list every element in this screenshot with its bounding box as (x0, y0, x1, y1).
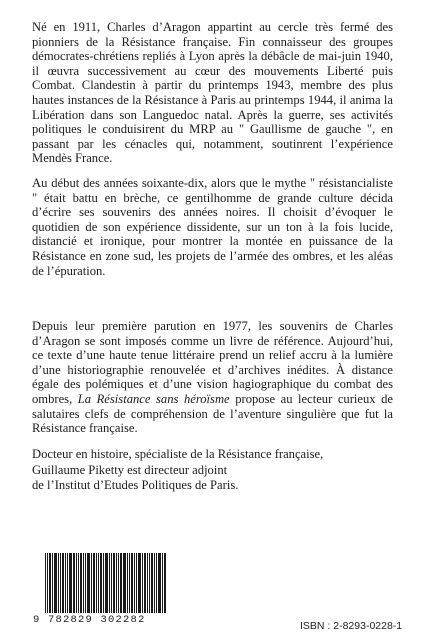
barcode-stripe (142, 553, 143, 613)
barcode-stripe (109, 553, 110, 613)
barcode-bars (33, 553, 218, 613)
barcode-stripe (49, 553, 51, 613)
barcode-stripe (45, 553, 46, 613)
barcode-stripe (60, 553, 61, 613)
barcode-stripe (154, 553, 155, 613)
barcode-stripe (118, 553, 119, 613)
barcode-stripe (76, 553, 77, 613)
barcode-stripe (98, 553, 99, 613)
barcode-stripe (91, 553, 92, 613)
barcode-stripe (65, 553, 66, 613)
barcode-stripe (162, 553, 163, 613)
description-text-end: propose au lecteur curieux de salutaires clefs de compréhension de l’aventure singulière que fut la Résistance française. (32, 391, 394, 436)
barcode-digits: 9 782829 302282 (33, 614, 146, 626)
editor-bio-line: Guillaume Piketty est directeur adjoint (32, 462, 228, 477)
description-text-start: Depuis leur première parution en 1977, les souvenirs de Charles d’Aragon se sont imposés comme un livre de référence. Aujourd’hui, ce texte d’une haute tenue littéraire prend un relief accru à la lumière d’une historiographie renouvelée et d’archives inédites. À distance égale des polémiques et d’une vision hagiographique du combat des ombres, (32, 319, 393, 406)
barcode-stripe (54, 553, 57, 613)
barcode-stripe (62, 553, 64, 613)
barcode-stripe (144, 553, 146, 613)
barcode-stripe (80, 553, 82, 613)
barcode-stripe (123, 553, 126, 613)
barcode-stripe (151, 553, 153, 613)
barcode-stripe (105, 553, 108, 613)
barcode-stripe (103, 553, 104, 613)
barcode-stripe (87, 553, 90, 613)
barcode-stripe (127, 553, 128, 613)
editor-bio-paragraph (32, 447, 393, 494)
barcode-stripe (100, 553, 102, 613)
book-title: La Résistance sans héroïsme (77, 391, 230, 406)
barcode-stripe (138, 553, 141, 613)
barcode-stripe (96, 553, 97, 613)
barcode-stripe (158, 553, 161, 613)
author-bio-paragraph: Né en 1911, Charles d’Aragon appartint au cercle très fermé des pionniers de la Résistance française. Fin connaisseur des groupes démocrates-chrétiens repliés à Lyon après la débâcle de mai-juin 1940, il œuvra successivement au cœur des mouvements Liberté puis Combat. Clandestin à partir du printemps 1943, membre des plus hautes instances de la Résistance à Paris au printemps 1944, il anima la Libération dans son Languedoc natal. Après la guerre, ses activités politiques le conduisirent du MRP au " Gaullisme de gauche ", en passant par les cénacles qui, notamment, soutinrent l’expérience Mendès France. (32, 20, 393, 166)
barcode-stripe (47, 553, 48, 613)
barcode-stripe (116, 553, 117, 613)
barcode-stripe (73, 553, 75, 613)
barcode-stripe (93, 553, 95, 613)
editor-bio-line: de l’Institut d’Etudes Politiques de Paris. (32, 478, 239, 492)
barcode-stripe (149, 553, 150, 613)
barcode-stripe (156, 553, 157, 613)
barcode-stripe (136, 553, 137, 613)
barcode-stripe (129, 553, 130, 613)
barcode-stripe (113, 553, 115, 613)
memoir-context-paragraph: Au début des années soixante-dix, alors que le mythe " résistancialiste " était battu en brèche, ce gentilhomme de grande culture décida d’écrire ses souvenirs des années noires. Il choisit d’évoquer le quotidien de son expérience dissidente, sur un ton à la fois lucide, distancié et ironique, pour montrer la montée en puissance de la Résistance en zone sud, les projets de l’armée des ombres, et les aléas de l’épuration. (32, 176, 393, 278)
barcode-stripe (147, 553, 148, 613)
editor-bio-line: Docteur en histoire, spécialiste de la Résistance française, (32, 447, 324, 461)
barcode-stripe (120, 553, 122, 613)
barcode-stripe (131, 553, 133, 613)
barcode-stripe (58, 553, 59, 613)
barcode-stripe (164, 553, 166, 613)
barcode-stripe (52, 553, 53, 613)
isbn-label: ISBN : 2-8293-0228-1 (300, 620, 403, 632)
barcode-stripe (69, 553, 72, 613)
barcode-stripe (111, 553, 112, 613)
barcode-stripe (134, 553, 135, 613)
barcode-stripe (78, 553, 79, 613)
book-description-paragraph (32, 319, 393, 436)
barcode (33, 553, 218, 626)
barcode-stripe (67, 553, 68, 613)
barcode-stripe (83, 553, 84, 613)
barcode-stripe (85, 553, 86, 613)
